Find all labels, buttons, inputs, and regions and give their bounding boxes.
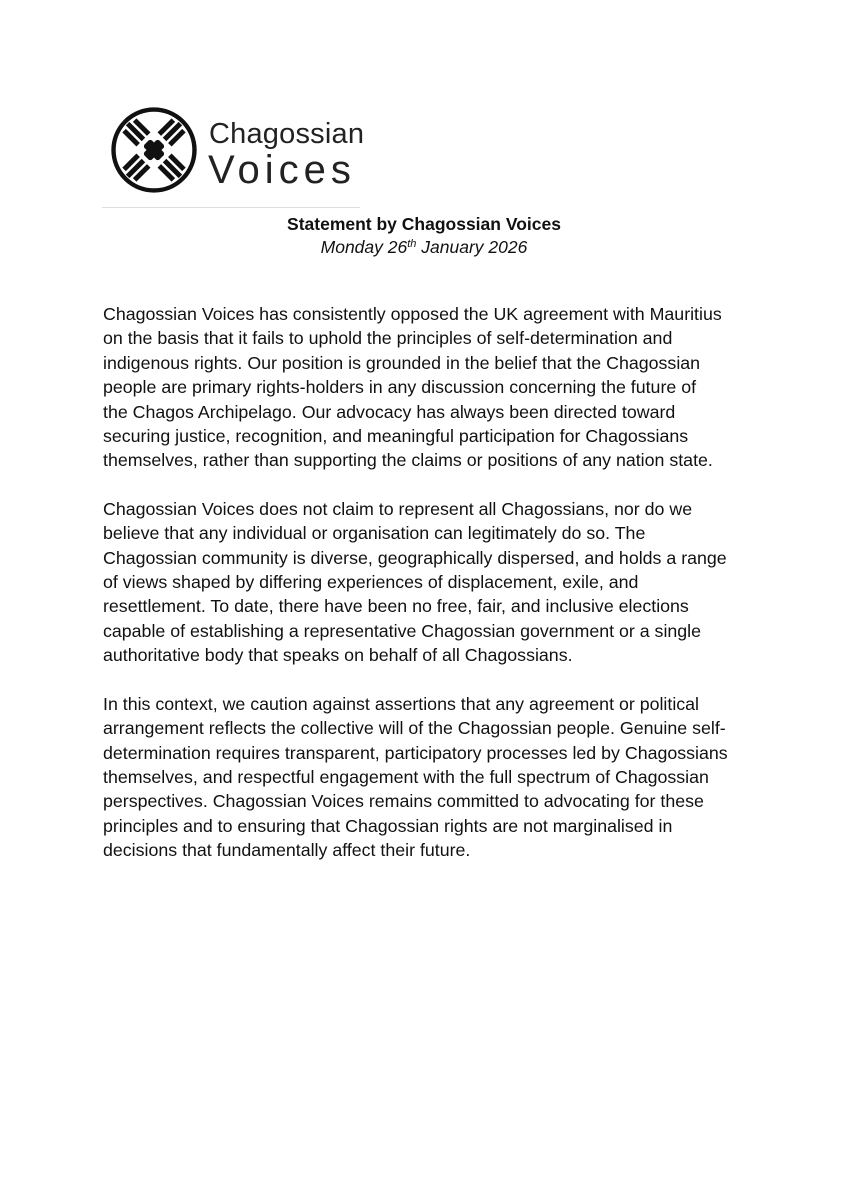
text-line: the Chagos Archipelago. Our advocacy has always been directed toward (103, 401, 676, 422)
text-line: believe that any individual or organisation can legitimately do so. The (103, 523, 646, 544)
text-line: arrangement reflects the collective will of the Chagossian people. Genuine self- (103, 718, 726, 739)
text-line: determination requires transparent, participatory processes led by Chagossians (103, 742, 728, 763)
date-suffix: th (407, 238, 417, 250)
logo-text-line1: Chagossian (209, 118, 365, 150)
text-line: securing justice, recognition, and meaningful participation for Chagossians (103, 426, 689, 447)
text-line: Chagossian Voices has consistently opposed the UK agreement with Mauritius (103, 304, 722, 324)
logo-text-line2: Voices (208, 148, 356, 192)
text-line: perspectives. Chagossian Voices remains committed to advocating for these (103, 791, 704, 812)
statement-title: Statement by Chagossian Voices (287, 214, 561, 234)
text-line: principles and to ensuring that Chagossian rights are not marginalised in (103, 815, 673, 836)
text-line: people are primary rights-holders in any discussion concerning the future of (103, 377, 697, 398)
text-line: indigenous rights. Our position is grounded in the belief that the Chagossian (103, 352, 701, 373)
statement-body (103, 302, 753, 887)
date-rest: January 2026 (416, 237, 528, 257)
statement-date (0, 235, 848, 259)
paragraph-1 (103, 302, 753, 473)
text-line: Chagossian community is diverse, geographically dispersed, and holds a range (103, 547, 727, 568)
paragraph-2 (103, 497, 753, 668)
text-line: resettlement. To date, there have been no free, fair, and inclusive elections (103, 596, 689, 617)
text-line: decisions that fundamentally affect their future. (103, 840, 471, 861)
date-prefix: Monday 26 (320, 237, 408, 257)
text-line: authoritative body that speaks on behalf of all Chagossians. (103, 645, 573, 666)
logo-divider (102, 207, 360, 208)
paragraph-3 (103, 692, 753, 863)
text-line: of views shaped by differing experiences of displacement, exile, and (103, 572, 639, 593)
text-line: capable of establishing a representative Chagossian government or a single (103, 620, 702, 641)
text-line: Chagossian Voices does not claim to represent all Chagossians, nor do we (103, 498, 693, 519)
text-line: In this context, we caution against assertions that any agreement or political (103, 693, 700, 714)
organisation-logo (110, 104, 365, 192)
text-line: themselves, and respectful engagement with the full spectrum of Chagossian (103, 766, 709, 787)
clasped-hands-cross-icon (110, 106, 198, 194)
text-line: on the basis that it fails to uphold the principles of self-determination and (103, 328, 673, 349)
text-line: themselves, rather than supporting the claims or positions of any nation state. (103, 450, 713, 471)
